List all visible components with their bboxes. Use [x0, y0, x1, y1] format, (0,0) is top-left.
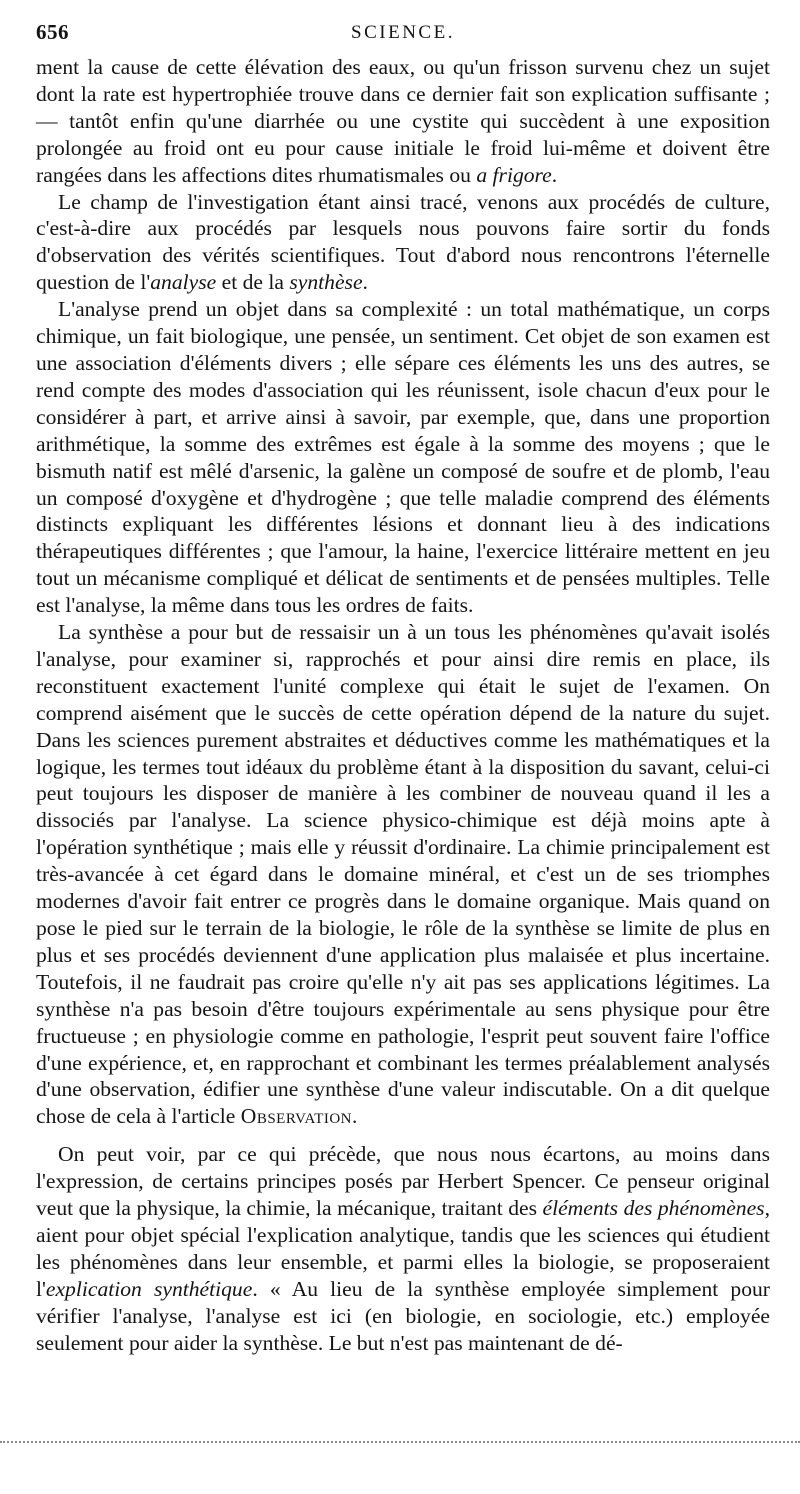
- running-head: [36, 16, 770, 54]
- paragraph: [36, 296, 770, 619]
- text-run: .: [362, 270, 368, 295]
- text-run: .: [352, 1104, 358, 1129]
- paragraph: [36, 189, 770, 297]
- italic-term: explication synthétique: [45, 1276, 253, 1301]
- text-run: On peut voir, par ce qui précède, que nous nous écartons, au moins dans l'expression, de certains principes posés par Herbert Spencer. Ce penseur original veut que la physique, la chimie, la mécanique, traitant des: [36, 1142, 770, 1221]
- running-title: SCIENCE.: [351, 22, 455, 43]
- body-text: [36, 54, 770, 1357]
- text-run: et de la: [216, 270, 290, 295]
- book-page: [36, 16, 770, 1456]
- text-run: , aient pour objet spécial l'explication analytique, tandis que les sciences qui étudient les phénomènes dans leur ensemble, et parmi elles la biologie, se proposeraient l': [36, 1196, 770, 1301]
- italic-term: analyse: [150, 270, 217, 295]
- page-number: 656: [36, 20, 69, 44]
- italic-term: éléments des phénomènes: [542, 1196, 765, 1221]
- paragraph: [36, 54, 770, 189]
- italic-term: synthèse: [289, 270, 363, 295]
- text-run: .: [551, 162, 558, 187]
- paragraph: [36, 619, 770, 1130]
- text-run: . « Au lieu de la synthèse employée simplement pour vérifier l'analyse, l'analyse est ici (en biologie, en sociologie, etc.) employée seulement pour aider la synthèse. Le but n'est pas maintenant de dé-: [36, 1276, 770, 1355]
- text-run: Le champ de l'investigation étant ainsi tracé, venons aux procédés de culture, c'est-à-dire aux procédés par lesquels nous pouvons faire sortir du fonds d'observation des vérités scientifiques. Tout d'abord nous rencontrons l'éternelle question de l': [36, 189, 770, 295]
- footer-rule: [0, 1441, 800, 1443]
- paragraph: [36, 1141, 770, 1356]
- text-run: ment la cause de cette élévation des eaux, ou qu'un frisson survenu chez un sujet dont la rate est hypertrophiée trouve dans ce dernier fait son explication suffisante ; — tantôt enfin qu'une diarrhée ou une cystite qui succèdent à une exposition prolongée au froid ont eu pour cause initiale le froid lui-même et doivent être rangées dans les affections dites rhumatismales ou: [36, 55, 770, 187]
- text-run: L'analyse prend un objet dans sa complexité : un total mathématique, un corps chimique, un fait biologique, une pensée, un sentiment. Cet objet de son examen est une association d'éléments divers ; elle sépare ces éléments les uns des autres, se rend compte des modes d'association qui les réunissent, isole chacun d'eux pour le considérer à part, et arrive ainsi à savoir, par exemple, que, dans une proportion arithmétique, la somme des extrêmes est égale à la somme des moyens ; que le bismuth natif est mêlé d'arsenic, la galène un composé de soufre et de plomb, l'eau un composé d'oxygène et d'hydrogène ; que telle maladie comprend des éléments distincts expliquant les différentes lésions et donnant lieu à des indications thérapeutiques différentes ; que l'amour, la haine, l'exercice littéraire mettent en jeu tout un mécanisme compliqué et délicat de sentiments et de pensées multiples. Telle est l'analyse, la même dans tous les ordres de faits.: [36, 297, 770, 618]
- text-run: La synthèse a pour but de ressaisir un à un tous les phénomènes qu'avait isolés l'analyse, pour examiner si, rapprochés et pour ainsi dire remis en place, ils reconstituent exactement l'unité complexe qui était le sujet de l'examen. On comprend aisément que le succès de cette opération dépend de la nature du sujet. Dans les sciences purement abstraites et déductives comme les mathématiques et la logique, les termes tout idéaux du problème étant à la disposition du savant, celui-ci peut toujours les disposer de manière à les combiner de nouveau quand il les a dissociés par l'analyse. La science physico-chimique est déjà moins apte à l'opération synthétique ; mais elle y réussit d'ordinaire. La chimie principalement est très-avancée à cet égard dans le domaine minéral, et c'est un de ses triomphes modernes d'avoir fait entrer ce progrès dans le domaine organique. Mais quand on pose le pied sur le terrain de la biologie, le rôle de la synthèse se limite de plus en plus et ses procédés deviennent d'une application plus malaisée et plus incertaine. Toutefois, il ne faudrait pas croire qu'elle n'y ait pas ses applications légitimes. La synthèse n'a pas besoin d'être toujours expérimentale au sens physique pour être fructueuse ; en physiologie comme en pathologie, l'esprit peut souvent faire l'office d'une expérience, et, en rapprochant et combinant les termes préalablement analysés d'une observation, édifier une synthèse d'une valeur indiscutable. On a dit quelque chose de cela à l'article: [36, 620, 770, 1129]
- article-reference: Observation: [240, 1104, 353, 1129]
- italic-term: a frigore: [476, 162, 552, 187]
